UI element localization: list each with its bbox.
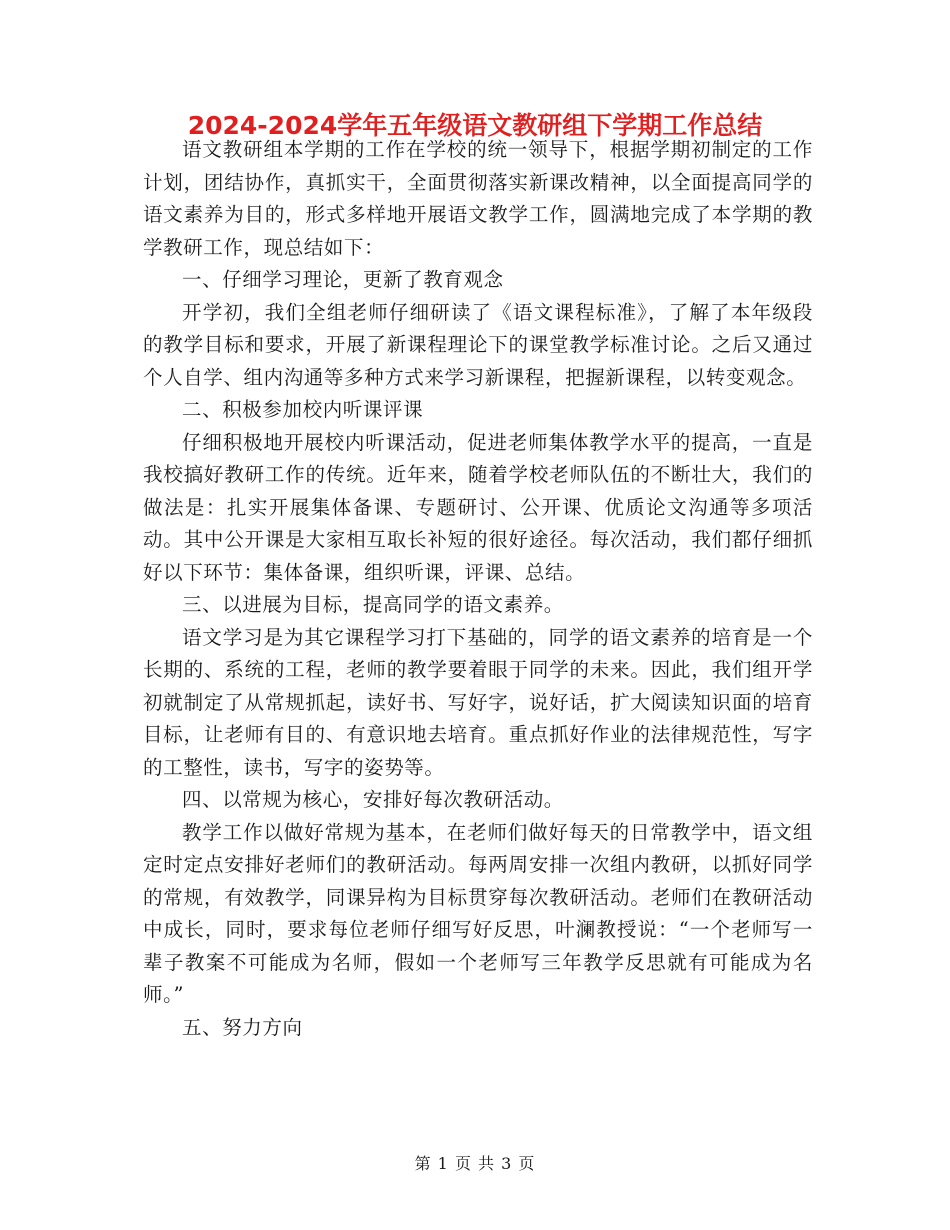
section-paragraph-3: 语文学习是为其它课程学习打下基础的，同学的语文素养的培育是一个长期的、系统的工程，老师的教学要着眼于同学的未来。因此，我们组开学初就制定了从常规抓起，读好书、写好字，说好话，扩大阅读知识面的培育目标，让老师有目的、有意识地去培育。重点抓好作业的法律规范性，写字的工整性，读书，写字的姿势等。: [143, 625, 813, 779]
section-heading-2: 二、积极参加校内听课评课: [182, 398, 424, 421]
section-paragraph-2: 仔细积极地开展校内听课活动，促进老师集体教学水平的提高，一直是我校搞好教研工作的传统。近年来，随着学校老师队伍的不断壮大，我们的做法是：扎实开展集体备课、专题研讨、公开课、优质论文沟通等多项活动。其中公开课是大家相互取长补短的很好途径。每次活动，我们都仔细抓好以下环节：集体备课，组织听课，评课、总结。: [143, 430, 813, 584]
section-heading-5: 五、努力方向: [182, 1015, 303, 1039]
section-heading-1: 一、仔细学习理论，更新了教育观念: [182, 268, 504, 291]
section-paragraph-1: 开学初，我们全组老师仔细研读了《语文课程标准》，了解了本年级段的教学目标和要求，开展了新课程理论下的课堂教学标准讨论。之后又通过个人自学、组内沟通等多种方式来学习新课程，把握新课程，以转变观念。: [143, 300, 813, 389]
section-heading-4: 四、以常规为核心，安排好每次教研活动。: [182, 788, 564, 811]
document-body: [143, 134, 813, 1044]
section-paragraph-4: 教学工作以做好常规为基本，在老师们做好每天的日常教学中，语文组定时定点安排好老师们的教研活动。每两周安排一次组内教研，以抓好同学的常规，有效教学，同课异构为目标贯穿每次教研活动。老师们在教研活动中成长，同时，要求每位老师仔细写好反思，叶澜教授说：“一个老师写一辈子教案不可能成为名师，假如一个老师写三年教学反思就有可能成为名师。”: [143, 820, 813, 1006]
intro-paragraph: 语文教研组本学期的工作在学校的统一领导下，根据学期初制定的工作计划，团结协作，真抓实干，全面贯彻落实新课改精神，以全面提高同学的语文素养为目的，形式多样地开展语文教学工作，圆满地完成了本学期的教学教研工作，现总结如下：: [143, 138, 813, 259]
document-title: 2024-2024学年五年级语文教研组下学期工作总结: [187, 111, 763, 140]
page-number-footer: 第 1 页 共 3 页: [414, 1154, 536, 1173]
section-heading-3: 三、以进展为目标，提高同学的语文素养。: [182, 593, 564, 616]
